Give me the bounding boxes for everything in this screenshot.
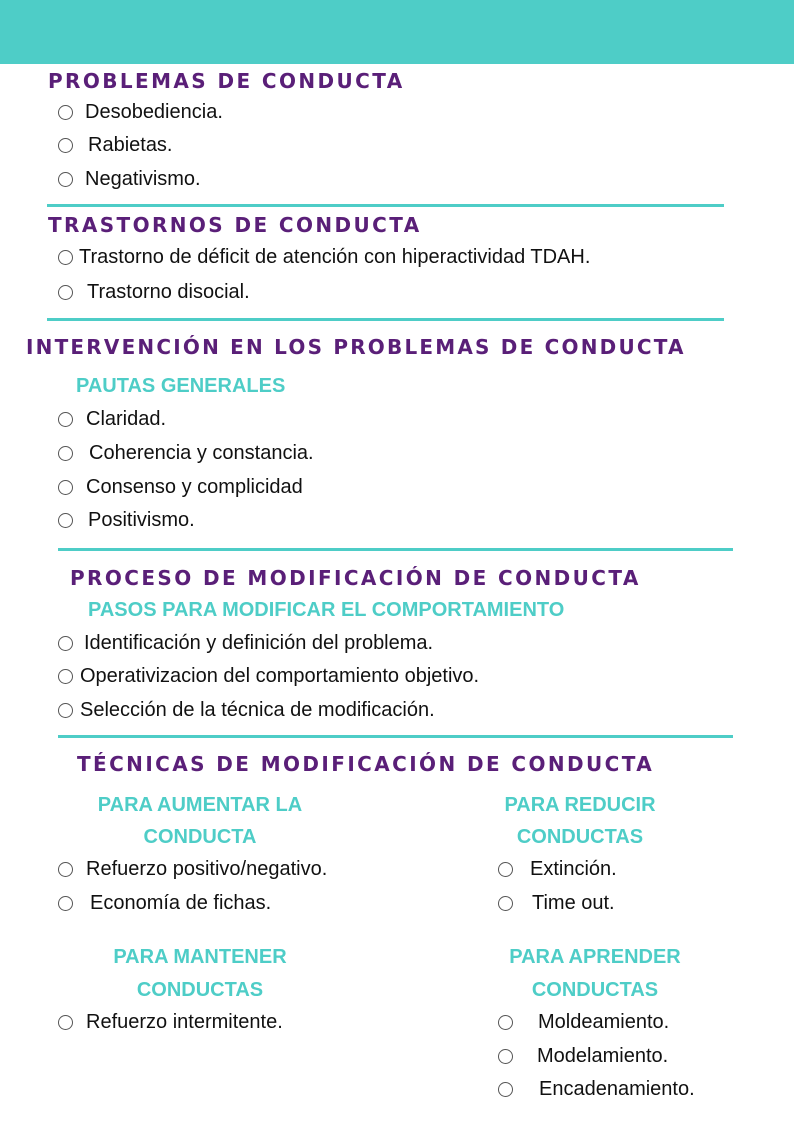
- radio-icon[interactable]: [498, 1015, 513, 1030]
- item-label: Rabietas.: [88, 134, 173, 156]
- list-item: [58, 408, 166, 431]
- list-item: [58, 699, 435, 722]
- list-item: [58, 476, 303, 499]
- item-label: Coherencia y constancia.: [89, 442, 314, 464]
- header-band: [0, 0, 794, 64]
- item-label: Trastorno disocial.: [87, 281, 250, 303]
- radio-icon[interactable]: [58, 172, 73, 187]
- radio-icon[interactable]: [58, 285, 73, 300]
- aumentar-heading-line2: CONDUCTA: [143, 826, 257, 848]
- list-item: [58, 442, 314, 465]
- section-divider: [47, 204, 724, 207]
- radio-icon[interactable]: [58, 896, 73, 911]
- section-divider: [58, 548, 733, 551]
- list-item: [58, 665, 479, 688]
- trastornos-title: TRASTORNOS DE CONDUCTA: [48, 213, 422, 237]
- mantener-heading-line1: PARA MANTENER: [113, 946, 287, 968]
- radio-icon[interactable]: [58, 105, 73, 120]
- radio-icon[interactable]: [58, 703, 73, 718]
- item-label: Identificación y definición del problema.: [84, 632, 434, 654]
- radio-icon[interactable]: [58, 412, 73, 427]
- pautas-subtitle: PAUTAS GENERALES: [76, 375, 286, 397]
- radio-icon[interactable]: [58, 636, 73, 651]
- intervencion-title: INTERVENCIÓN EN LOS PROBLEMAS DE CONDUCTA: [26, 335, 686, 359]
- item-label: Extinción.: [530, 858, 617, 880]
- item-label: Moldeamiento.: [538, 1011, 670, 1033]
- radio-icon[interactable]: [58, 250, 73, 265]
- radio-icon[interactable]: [58, 862, 73, 877]
- list-item: [58, 168, 201, 191]
- list-item: [58, 1011, 283, 1034]
- list-item: [498, 892, 615, 915]
- list-item: [58, 246, 590, 269]
- reducir-heading-line1: PARA REDUCIR: [504, 794, 656, 816]
- reducir-heading-line2: CONDUCTAS: [516, 826, 644, 848]
- radio-icon[interactable]: [498, 1082, 513, 1097]
- item-label: Positivismo.: [88, 509, 195, 531]
- list-item: [58, 858, 327, 881]
- item-label: Trastorno de déficit de atención con hiperactividad TDAH.: [79, 246, 591, 268]
- list-item: [58, 134, 173, 157]
- item-label: Economía de fichas.: [90, 892, 272, 914]
- radio-icon[interactable]: [498, 862, 513, 877]
- radio-icon[interactable]: [58, 669, 73, 684]
- proceso-title: PROCESO DE MODIFICACIÓN DE CONDUCTA: [70, 566, 641, 590]
- list-item: [58, 632, 433, 655]
- section-divider: [58, 735, 733, 738]
- item-label: Claridad.: [86, 408, 167, 430]
- item-label: Negativismo.: [85, 168, 201, 190]
- list-item: [58, 101, 223, 124]
- aprender-heading-line1: PARA APRENDER: [509, 946, 681, 968]
- item-label: Operativizacion del comportamiento objetivo.: [80, 665, 480, 687]
- aprender-heading-line2: CONDUCTAS: [531, 979, 659, 1001]
- aumentar-heading-line1: PARA AUMENTAR LA: [97, 794, 303, 816]
- list-item: [58, 509, 195, 532]
- list-item: [498, 1045, 668, 1068]
- radio-icon[interactable]: [58, 513, 73, 528]
- list-item: [498, 858, 617, 881]
- list-item: [58, 892, 271, 915]
- item-label: Desobediencia.: [85, 101, 223, 123]
- list-item: [498, 1011, 669, 1034]
- radio-icon[interactable]: [498, 896, 513, 911]
- item-label: Refuerzo positivo/negativo.: [86, 858, 328, 880]
- item-label: Consenso y complicidad: [86, 476, 303, 498]
- radio-icon[interactable]: [58, 480, 73, 495]
- item-label: Modelamiento.: [537, 1045, 669, 1067]
- list-item: [58, 281, 250, 304]
- item-label: Refuerzo intermitente.: [86, 1011, 283, 1033]
- radio-icon[interactable]: [58, 138, 73, 153]
- item-label: Encadenamiento.: [539, 1078, 695, 1100]
- tecnicas-title: TÉCNICAS DE MODIFICACIÓN DE CONDUCTA: [77, 752, 655, 776]
- radio-icon[interactable]: [58, 1015, 73, 1030]
- radio-icon[interactable]: [498, 1049, 513, 1064]
- item-label: Selección de la técnica de modificación.: [80, 699, 435, 721]
- mantener-heading-line2: CONDUCTAS: [136, 979, 264, 1001]
- radio-icon[interactable]: [58, 446, 73, 461]
- problemas-title: PROBLEMAS DE CONDUCTA: [48, 69, 405, 93]
- list-item: [498, 1078, 695, 1101]
- pasos-subtitle: PASOS PARA MODIFICAR EL COMPORTAMIENTO: [88, 599, 565, 621]
- item-label: Time out.: [532, 892, 615, 914]
- section-divider: [47, 318, 724, 321]
